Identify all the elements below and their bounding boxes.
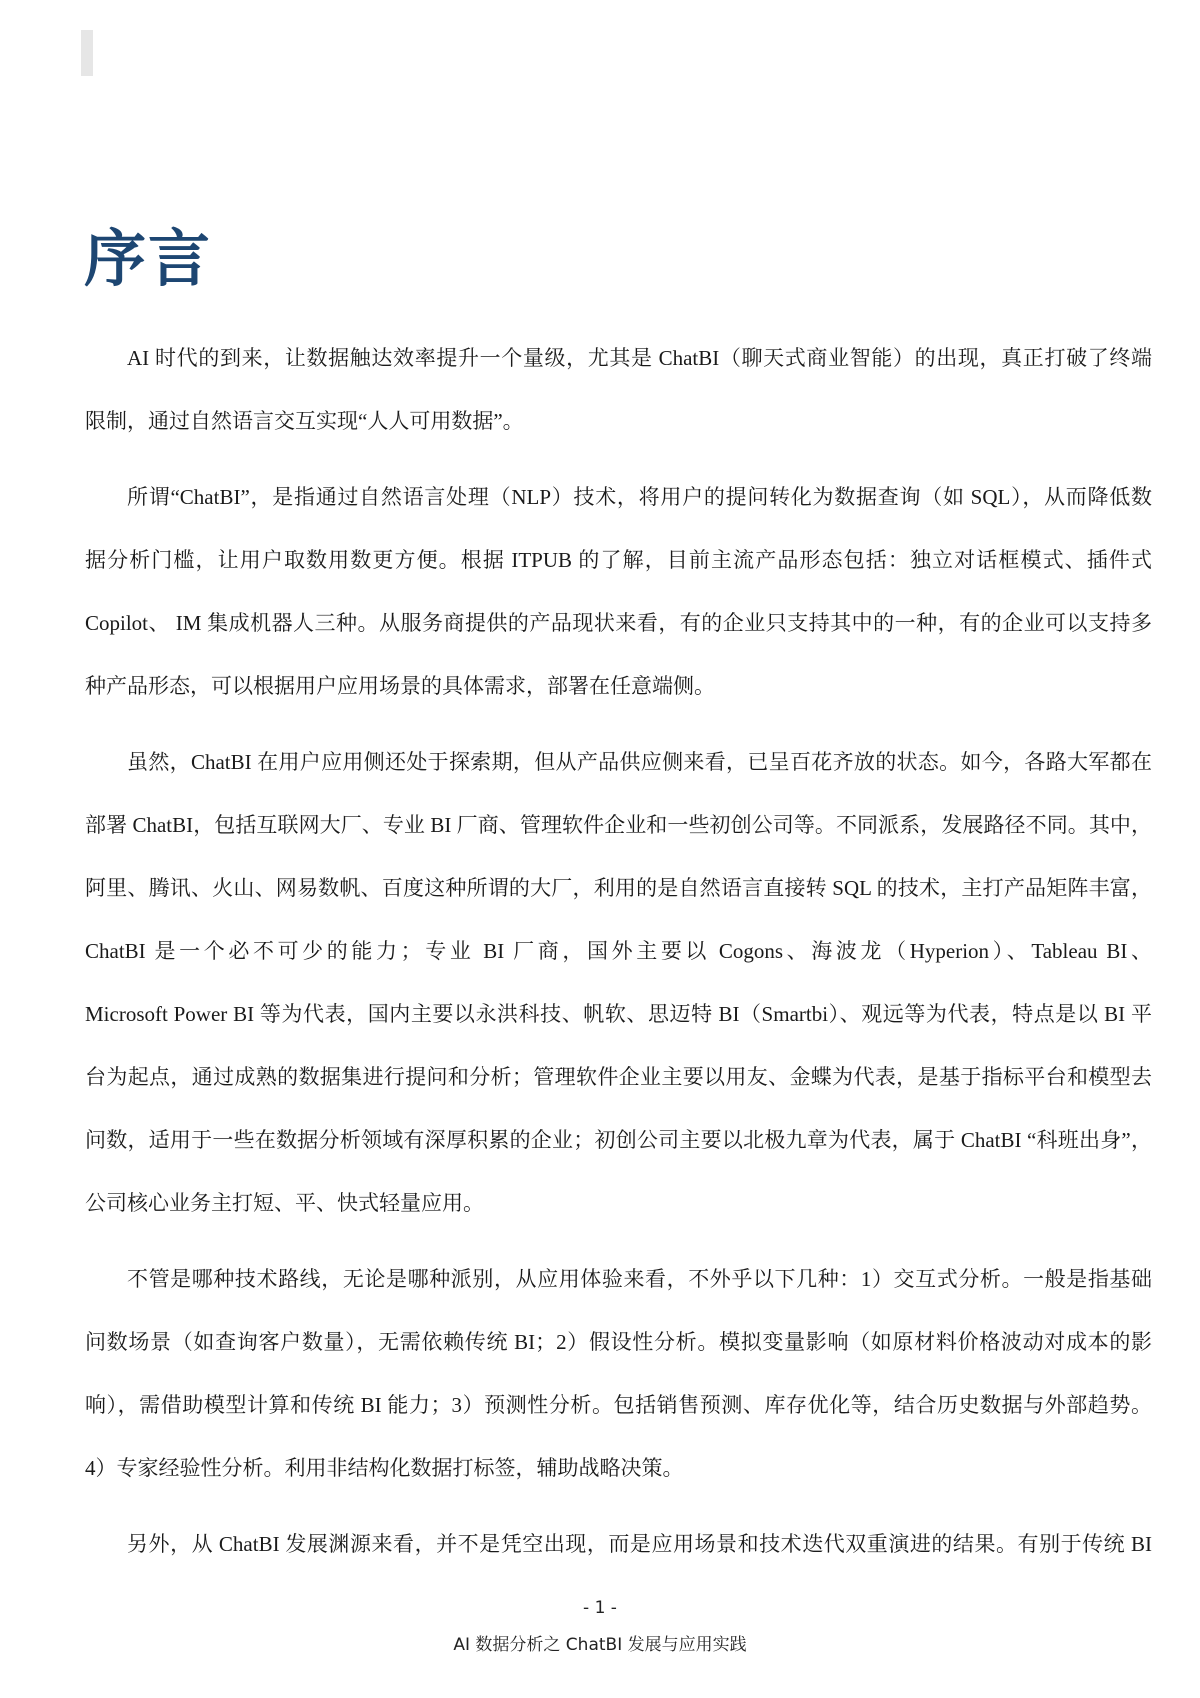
paragraph-line: 不管是哪种技术路线，无论是哪种派别，从应用体验来看，不外乎以下几种：1）交互式分析。一般是指基础 (127, 1267, 1152, 1291)
paragraph-line: 另外，从 ChatBI 发展渊源来看，并不是凭空出现，而是应用场景和技术迭代双重演进的结果。有别于传统 BI (127, 1532, 1152, 1556)
paragraph (85, 1248, 1152, 1500)
paragraph (85, 466, 1152, 718)
paragraph-line: 台为起点，通过成熟的数据集进行提问和分析；管理软件企业主要以用友、金蝶为代表，是基于指标平台和模型去 (85, 1065, 1152, 1089)
paragraph-line: Microsoft Power BI 等为代表，国内主要以永洪科技、帆软、思迈特 BI（Smartbi）、观远等为代表，特点是以 BI 平 (85, 1002, 1152, 1026)
paragraph (85, 327, 1152, 453)
paragraph-line: 问数，适用于一些在数据分析领域有深厚积累的企业；初创公司主要以北极九章为代表，属于 ChatBI “科班出身”， (85, 1128, 1152, 1152)
paragraph-line: 种产品形态，可以根据用户应用场景的具体需求，部署在任意端侧。 (85, 674, 715, 698)
paragraph (85, 1513, 1152, 1576)
paragraph-line: 据分析门槛，让用户取数用数更方便。根据 ITPUB 的了解，目前主流产品形态包括：独立对话框模式、插件式 (85, 548, 1152, 572)
footer-document-title: AI 数据分析之 ChatBI 发展与应用实践 (453, 1635, 747, 1655)
paragraph-line: Copilot、 IM 集成机器人三种。从服务商提供的产品现状来看，有的企业只支持其中的一种，有的企业可以支持多 (85, 611, 1152, 635)
paragraph-line: 阿里、腾讯、火山、网易数帆、百度这种所谓的大厂，利用的是自然语言直接转 SQL 的技术，主打产品矩阵丰富， (85, 876, 1152, 900)
paragraph-line: 虽然，ChatBI 在用户应用侧还处于探索期，但从产品供应侧来看，已呈百花齐放的状态。如今，各路大军都在 (127, 750, 1152, 774)
paragraph-line: 部署 ChatBI，包括互联网大厂、专业 BI 厂商、管理软件企业和一些初创公司等。不同派系，发展路径不同。其中， (85, 813, 1152, 837)
paragraph-line: AI 时代的到来，让数据触达效率提升一个量级，尤其是 ChatBI（聊天式商业智能）的出现，真正打破了终端 (127, 346, 1152, 370)
page-title: 序言 (84, 222, 213, 295)
paragraph-line: ChatBI 是一个必不可少的能力；专业 BI 厂商，国外主要以 Cogons、海波龙（Hyperion）、Tableau BI、 (85, 939, 1152, 963)
paragraph-line: 4）专家经验性分析。利用非结构化数据打标签，辅助战略决策。 (85, 1456, 684, 1480)
paragraph-line: 限制，通过自然语言交互实现“人人可用数据”。 (85, 409, 524, 433)
paragraph (85, 731, 1152, 1235)
paragraph-line: 所谓“ChatBI”，是指通过自然语言处理（NLP）技术，将用户的提问转化为数据查询（如 SQL），从而降低数 (127, 485, 1152, 509)
page-number: - 1 - (583, 1598, 617, 1618)
page-edge-marker (81, 30, 93, 76)
paragraph-line: 公司核心业务主打短、平、快式轻量应用。 (85, 1191, 484, 1215)
document-body (85, 327, 1152, 1589)
paragraph-line: 问数场景（如查询客户数量），无需依赖传统 BI；2）假设性分析。模拟变量影响（如原材料价格波动对成本的影 (85, 1330, 1152, 1354)
paragraph-line: 响），需借助模型计算和传统 BI 能力；3）预测性分析。包括销售预测、库存优化等，结合历史数据与外部趋势。 (85, 1393, 1152, 1417)
